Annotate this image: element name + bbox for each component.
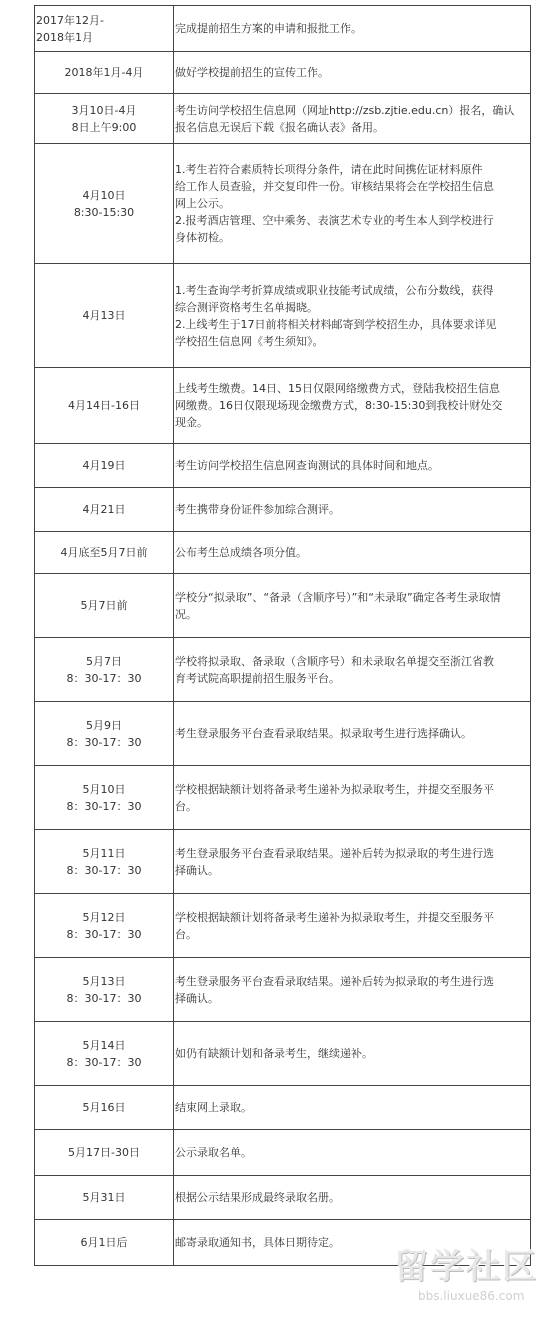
- event-line: 择确认。: [175, 991, 219, 1005]
- event-line: 考生登录服务平台查看录取结果。递补后转为拟录取的考生进行选: [175, 974, 494, 988]
- event-cell: [174, 1176, 531, 1220]
- event-line: 学校将拟录取、备录取（含顺序号）和未录取名单提交至浙江省教: [175, 654, 494, 668]
- date-line: 4月21日: [82, 503, 126, 516]
- date-line: 8：30-17：30: [66, 671, 142, 685]
- table-row: [35, 532, 531, 574]
- date-line: 5月13日: [82, 974, 126, 988]
- event-cell: [174, 1086, 531, 1130]
- event-line: 台。: [175, 927, 197, 941]
- event-cell: [174, 264, 531, 368]
- watermark-url: bbs.liuxue86.com: [418, 1289, 525, 1303]
- table-row: [35, 1086, 531, 1130]
- date-cell: [35, 368, 174, 444]
- date-line: 8：30-17：30: [66, 927, 142, 941]
- date-line: 5月14日: [82, 1038, 126, 1052]
- event-line: 公布考生总成绩各项分值。: [175, 546, 307, 559]
- date-cell: [35, 1176, 174, 1220]
- date-cell: [35, 830, 174, 894]
- table-row: [35, 1022, 531, 1086]
- table-row: [35, 638, 531, 702]
- event-line: 身体初检。: [175, 231, 230, 244]
- date-line: 2018年1月-4月: [64, 66, 144, 79]
- date-cell: [35, 52, 174, 94]
- date-line: 4月14日-16日: [68, 399, 140, 412]
- event-line: 学校根据缺额计划将备录考生递补为拟录取考生，并提交至服务平: [175, 910, 494, 924]
- date-cell: [35, 1130, 174, 1176]
- date-cell: [35, 264, 174, 368]
- table-row: [35, 574, 531, 638]
- event-line: 1.考生查询学考折算成绩或职业技能考试成绩，公布分数线，获得: [175, 283, 494, 297]
- date-cell: [35, 638, 174, 702]
- event-line: 1.考生若符合素质特长项得分条件，请在此时间携佐证材料原件: [175, 163, 483, 176]
- event-line: 考生登录服务平台查看录取结果。递补后转为拟录取的考生进行选: [175, 846, 494, 860]
- event-line: 网上公示。: [175, 197, 230, 210]
- event-cell: [174, 532, 531, 574]
- event-line: 考生携带身份证件参加综合测评。: [175, 503, 340, 516]
- event-cell: [174, 1130, 531, 1176]
- schedule-table: [34, 5, 531, 1266]
- date-cell: [35, 702, 174, 766]
- date-cell: [35, 894, 174, 958]
- event-cell: [174, 144, 531, 264]
- table-row: [35, 1130, 531, 1176]
- event-line: 邮寄录取通知书，具体日期待定。: [175, 1236, 340, 1249]
- event-line: 公示录取名单。: [175, 1146, 252, 1159]
- event-line: 上线考生缴费。14日、15日仅限网络缴费方式，登陆我校招生信息: [175, 382, 500, 395]
- table-row: [35, 702, 531, 766]
- date-cell: [35, 488, 174, 532]
- date-line: 4月底至5月7日前: [60, 546, 148, 559]
- date-line: 5月10日: [82, 782, 126, 796]
- date-cell: [35, 574, 174, 638]
- date-cell: [35, 6, 174, 52]
- event-line: 学校根据缺额计划将备录考生递补为拟录取考生，并提交至服务平: [175, 782, 494, 796]
- event-line: 考生登录服务平台查看录取结果。拟录取考生进行选择确认。: [175, 727, 472, 740]
- date-cell: [35, 1022, 174, 1086]
- event-cell: [174, 894, 531, 958]
- date-line: 8：30-17：30: [66, 1055, 142, 1069]
- event-line: 给工作人员查验，并交复印件一份。审核结果将会在学校招生信息: [175, 180, 494, 193]
- event-cell: [174, 94, 531, 144]
- event-line: 况。: [175, 607, 197, 621]
- event-cell: [174, 638, 531, 702]
- date-line: 2017年12月-: [36, 13, 104, 27]
- event-line: 结束网上录取。: [175, 1101, 252, 1114]
- event-line: 现金。: [175, 416, 208, 429]
- date-line: 5月11日: [82, 846, 126, 860]
- date-line: 5月16日: [82, 1101, 126, 1114]
- watermark-title: 留学社区: [394, 1247, 538, 1287]
- date-line: 8：30-17：30: [66, 735, 142, 749]
- event-cell: [174, 52, 531, 94]
- date-line: 5月7日前: [80, 599, 128, 612]
- event-line: 2.上线考生于17日前将相关材料邮寄到学校招生办，具体要求详见: [175, 317, 497, 331]
- table-row: [35, 264, 531, 368]
- date-cell: [35, 94, 174, 144]
- event-cell: [174, 958, 531, 1022]
- table-row: [35, 94, 531, 144]
- event-line: 综合测评资格考生名单揭晓。: [175, 300, 318, 314]
- date-cell: [35, 444, 174, 488]
- date-line: 8:30-15:30: [73, 205, 135, 219]
- date-line: 5月9日: [86, 718, 122, 732]
- event-cell: [174, 368, 531, 444]
- date-line: 4月10日: [82, 188, 126, 202]
- event-cell: [174, 830, 531, 894]
- table-row: [35, 488, 531, 532]
- event-line: 台。: [175, 799, 197, 813]
- event-cell: [174, 1022, 531, 1086]
- table-row: [35, 52, 531, 94]
- event-cell: [174, 6, 531, 52]
- date-line: 8日上午9:00: [71, 120, 137, 134]
- event-line: 学校招生信息网《考生须知》。: [175, 334, 324, 348]
- event-cell: [174, 574, 531, 638]
- event-cell: [174, 702, 531, 766]
- event-line: 考生访问学校招生信息网查询测试的具体时间和地点。: [175, 459, 439, 472]
- table-row: [35, 368, 531, 444]
- date-line: 5月7日: [86, 654, 122, 668]
- table-row: [35, 1176, 531, 1220]
- date-line: 5月17日-30日: [68, 1146, 140, 1159]
- event-line: 育考试院高职提前招生服务平台。: [175, 671, 340, 685]
- event-line: 学校分“拟录取”、“备录（含顺序号）”和“未录取”确定各考生录取情: [175, 590, 501, 604]
- table-row: [35, 144, 531, 264]
- date-line: 8：30-17：30: [66, 991, 142, 1005]
- date-line: 2018年1月: [36, 30, 93, 44]
- schedule-body: [35, 6, 531, 1266]
- event-cell: [174, 488, 531, 532]
- event-line: 网缴费。16日仅限现场现金缴费方式，8:30-15:30到我校计财处交: [175, 399, 503, 412]
- table-row: [35, 6, 531, 52]
- date-cell: [35, 1220, 174, 1266]
- event-cell: [174, 444, 531, 488]
- date-line: 3月10日-4月: [71, 103, 137, 117]
- table-row: [35, 894, 531, 958]
- event-line: 做好学校提前招生的宣传工作。: [175, 66, 329, 79]
- event-line: 考生访问学校招生信息网（网址http://zsb.zjtie.edu.cn）报名，确认: [175, 103, 515, 117]
- event-line: 根据公示结果形成最终录取名册。: [175, 1191, 340, 1204]
- table-row: [35, 830, 531, 894]
- event-line: 报名信息无误后下载《报名确认表》备用。: [175, 120, 384, 134]
- date-line: 5月31日: [82, 1191, 126, 1204]
- table-row: [35, 766, 531, 830]
- date-line: 4月19日: [82, 459, 126, 472]
- table-row: [35, 958, 531, 1022]
- event-cell: [174, 766, 531, 830]
- event-line: 如仍有缺额计划和备录考生，继续递补。: [175, 1047, 373, 1060]
- event-line: 2.报考酒店管理、空中乘务、表演艺术专业的考生本人到学校进行: [175, 214, 494, 227]
- date-line: 8：30-17：30: [66, 799, 142, 813]
- event-line: 完成提前招生方案的申请和报批工作。: [175, 22, 362, 35]
- date-line: 8：30-17：30: [66, 863, 142, 877]
- date-line: 6月1日后: [80, 1236, 128, 1249]
- date-cell: [35, 766, 174, 830]
- date-cell: [35, 1086, 174, 1130]
- event-line: 择确认。: [175, 863, 219, 877]
- table-row: [35, 444, 531, 488]
- date-cell: [35, 958, 174, 1022]
- watermark: [380, 1247, 550, 1309]
- date-cell: [35, 532, 174, 574]
- date-line: 5月12日: [82, 910, 126, 924]
- date-line: 4月13日: [82, 309, 126, 322]
- date-cell: [35, 144, 174, 264]
